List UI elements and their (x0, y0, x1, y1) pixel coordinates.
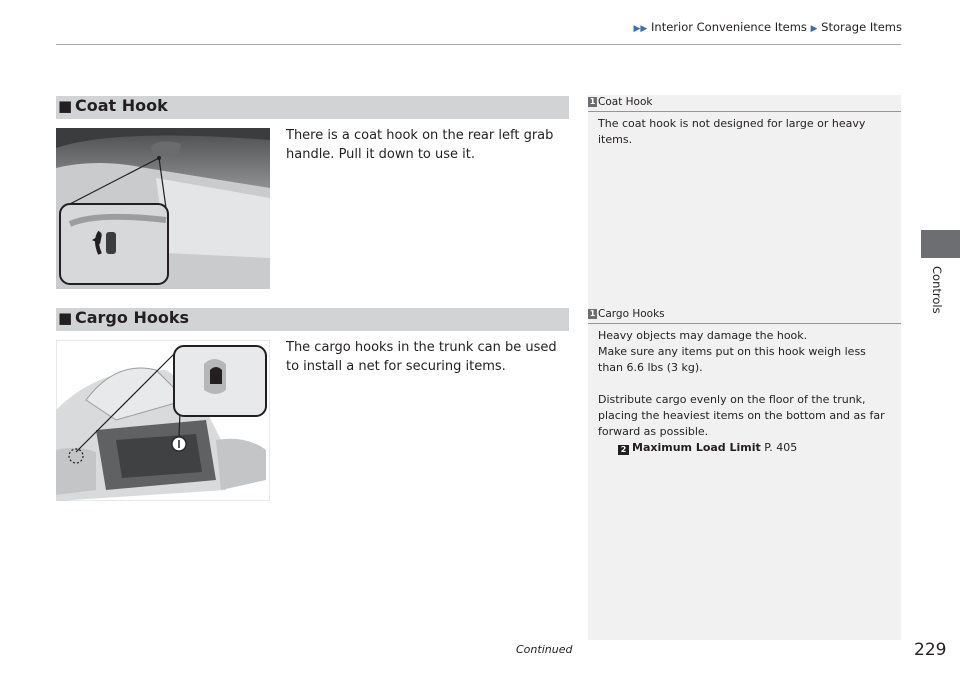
note-text: Distribute cargo evenly on the floor of the trunk, placing the heaviest items on the bottom and as far forward as possible. (598, 393, 885, 438)
note-body-cargo-hooks (598, 328, 894, 456)
note-title: Cargo Hooks (598, 308, 665, 320)
breadcrumb-arrow-icon: ▶▶ (633, 24, 648, 34)
xref-title: Maximum Load Limit (632, 441, 761, 454)
cross-reference-link[interactable] (598, 440, 894, 456)
coat-hook-text: There is a coat hook on the rear left grab handle. Pull it down to use it. (286, 128, 554, 162)
breadcrumb-arrow-icon: ▶ (810, 24, 818, 34)
note-text: Make sure any items put on this hook weigh less than 6.6 lbs (3 kg). (598, 345, 866, 374)
note-header-coat-hook (588, 96, 901, 112)
note-marker-icon: 1 (589, 97, 596, 106)
note-text: The coat hook is not designed for large or heavy items. (598, 117, 866, 146)
square-bullet-icon: ■ (58, 309, 73, 327)
car-trunk-image (56, 340, 270, 501)
chapter-tab[interactable] (921, 230, 960, 258)
note-header-cargo-hooks (588, 308, 901, 324)
continued-label: Continued (516, 643, 573, 656)
section-title: Coat Hook (75, 96, 168, 115)
xref-page: P. 405 (764, 441, 798, 454)
breadcrumb-section[interactable]: Interior Convenience Items (651, 20, 807, 34)
cargo-hooks-text: The cargo hooks in the trunk can be used to install a net for securing items. (286, 340, 557, 374)
breadcrumb (634, 20, 902, 34)
note-body-coat-hook (598, 116, 894, 148)
car-interior-image (56, 128, 270, 289)
chapter-label: Controls (930, 266, 944, 314)
coat-hook-illustration (56, 128, 270, 289)
square-bullet-icon: ■ (58, 97, 73, 115)
cargo-hooks-illustration (56, 340, 270, 501)
section-title: Cargo Hooks (75, 308, 189, 327)
breadcrumb-page[interactable]: Storage Items (821, 20, 902, 34)
header-rule (56, 44, 901, 45)
page-number: 229 (914, 640, 947, 660)
note-text: Heavy objects may damage the hook. (598, 329, 808, 342)
section-header-coat-hook (56, 96, 569, 119)
section-header-cargo-hooks (56, 308, 569, 331)
note-marker-icon: 1 (589, 309, 596, 318)
note-title: Coat Hook (598, 96, 653, 108)
cross-reference-icon: 2 (618, 445, 629, 455)
